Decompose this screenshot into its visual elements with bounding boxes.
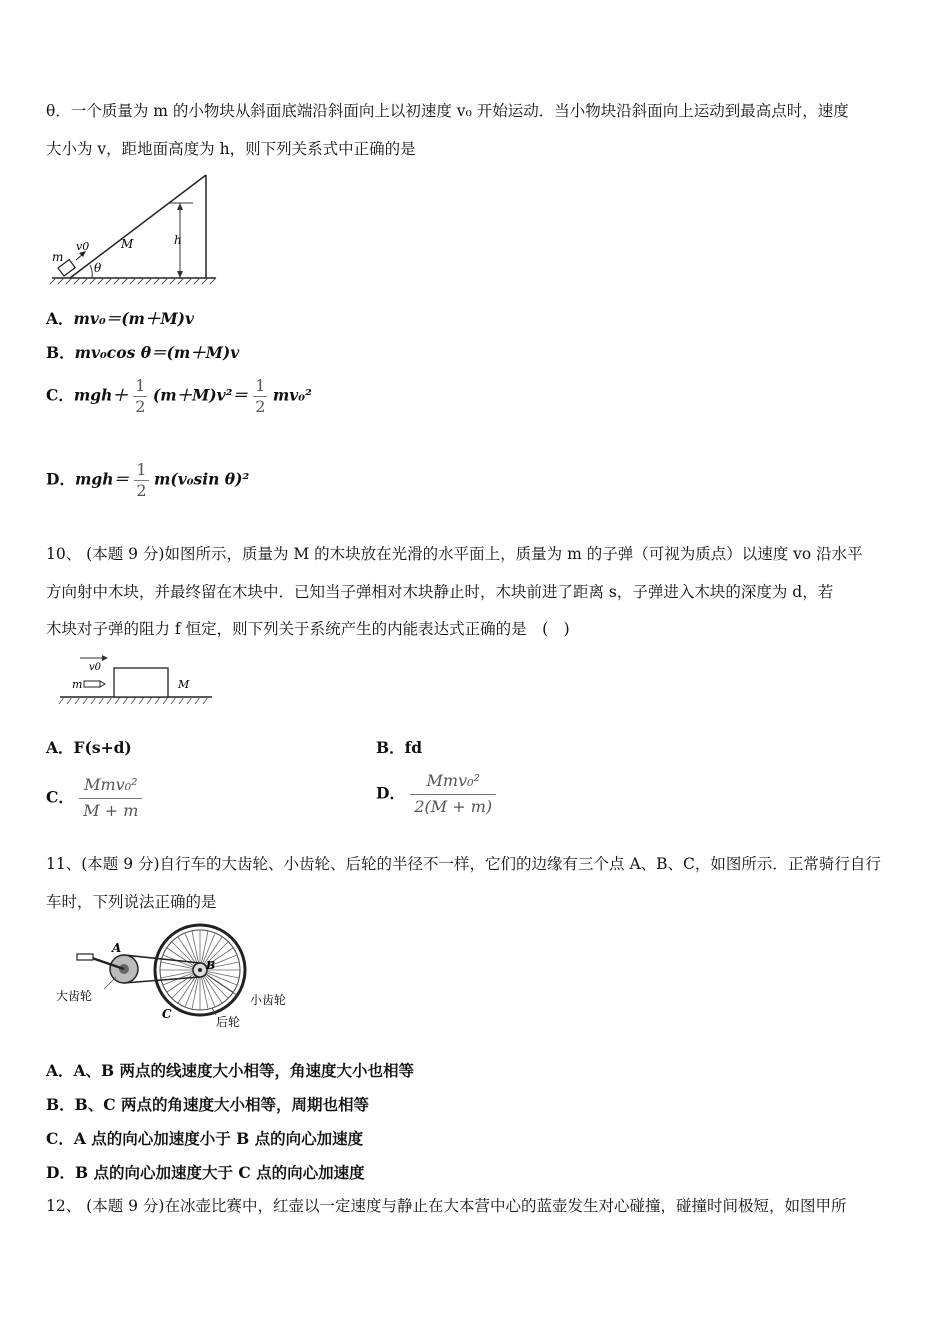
- q11-option-d[interactable]: D．B 点的向心加速度大于 C 点的向心加速度: [46, 1163, 365, 1182]
- fraction-one-half: $\frac{1}{2}$: [255, 376, 266, 416]
- q11-figure-label-B: B: [206, 959, 216, 972]
- q9-option-a[interactable]: A．mv₀＝(m＋M)v: [46, 309, 194, 328]
- q9-figure-label-M: M: [121, 237, 134, 251]
- q11-stem-line-2: 车时，下列说法正确的是: [46, 893, 217, 911]
- q12-stem-line-1: 12、 (本题 9 分)在冰壶比赛中，红壶以一定速度与静止在大本营中心的蓝壶发生对心碰撞，碰撞时间极短，如图甲所: [46, 1197, 847, 1215]
- q10-block-figure: [56, 652, 216, 712]
- q10-option-d-fraction: $\frac{\text{Mmv₀²}}{2(M + m)}$: [410, 770, 496, 819]
- q11-figure-label-small-gear: 小齿轮: [250, 993, 287, 1007]
- q11-option-a[interactable]: A．A、B 两点的线速度大小相等，角速度大小也相等: [46, 1061, 415, 1080]
- q11-figure-label-C: C: [162, 1007, 172, 1021]
- q10-figure-label-M: M: [178, 678, 190, 691]
- q9-option-b[interactable]: B．mv₀cos θ＝(m＋M)v: [46, 343, 240, 362]
- q10-stem-line-2: 方向射中木块，并最终留在木块中．已知当子弹相对木块静止时，木块前进了距离 s，子弹进入木块的深度为 d，若: [46, 583, 834, 601]
- q10-figure-label-v0: v0: [89, 662, 102, 673]
- q11-stem-line-1: 11、(本题 9 分)自行车的大齿轮、小齿轮、后轮的半径不一样，它们的边缘有三个点 A、B、C，如图所示．正常骑行自行: [46, 855, 881, 873]
- q10-option-c-fraction: $\frac{\text{Mmv₀²}}{M + m}$: [79, 774, 142, 823]
- q9-figure-label-theta: θ: [94, 261, 102, 275]
- q11-figure-label-rear-wheel: 后轮: [216, 1015, 241, 1029]
- q9-figure-label-h: h: [174, 233, 182, 247]
- fraction-one-half: $\frac{1}{2}$: [136, 460, 147, 500]
- q9-figure-label-v0: v0: [76, 240, 90, 253]
- q9-incline-figure: [48, 170, 223, 285]
- q9-stem-line-1: θ．一个质量为 m 的小物块从斜面底端沿斜面向上以初速度 v₀ 开始运动．当小物块沿斜面向上运动到最高点时，速度: [46, 102, 849, 120]
- q9-stem-line-2: 大小为 v，距地面高度为 h，则下列关系式中正确的是: [46, 140, 416, 158]
- q11-option-c[interactable]: C．A 点的向心加速度小于 B 点的向心加速度: [46, 1129, 364, 1148]
- q9-option-d[interactable]: D．mgh＝ $\frac{1}{2}$ m(v₀sin θ)²: [46, 460, 250, 500]
- q11-option-b[interactable]: B．B、C 两点的角速度大小相等，周期也相等: [46, 1095, 369, 1114]
- q11-figure-label-A: A: [112, 941, 122, 955]
- q10-stem-line-1: 10、 (本题 9 分)如图所示，质量为 M 的木块放在光滑的水平面上，质量为 m 的子弹（可视为质点）以速度 vo 沿水平: [46, 545, 863, 563]
- q10-stem-line-3: 木块对子弹的阻力 f 恒定，则下列关于系统产生的内能表达式正确的是 ( ): [46, 620, 570, 638]
- q10-option-a[interactable]: A．F(s+d): [46, 738, 132, 757]
- fraction-one-half: $\frac{1}{2}$: [135, 376, 146, 416]
- q9-option-c[interactable]: C．mgh＋ $\frac{1}{2}$ (m＋M)v²＝ $\frac{1}{2}$ mv₀²: [46, 376, 312, 416]
- q10-option-b[interactable]: B．fd: [376, 738, 423, 757]
- q10-figure-label-m: m: [72, 678, 83, 691]
- q10-option-c[interactable]: C． $\frac{\text{Mmv₀²}}{M + m}$: [46, 774, 142, 823]
- q9-figure-label-m: m: [52, 250, 64, 264]
- q10-option-d[interactable]: D． $\frac{\text{Mmv₀²}}{2(M + m)}$: [376, 770, 496, 819]
- q11-figure-label-big-gear: 大齿轮: [56, 989, 93, 1003]
- q11-bicycle-figure: [52, 922, 302, 1034]
